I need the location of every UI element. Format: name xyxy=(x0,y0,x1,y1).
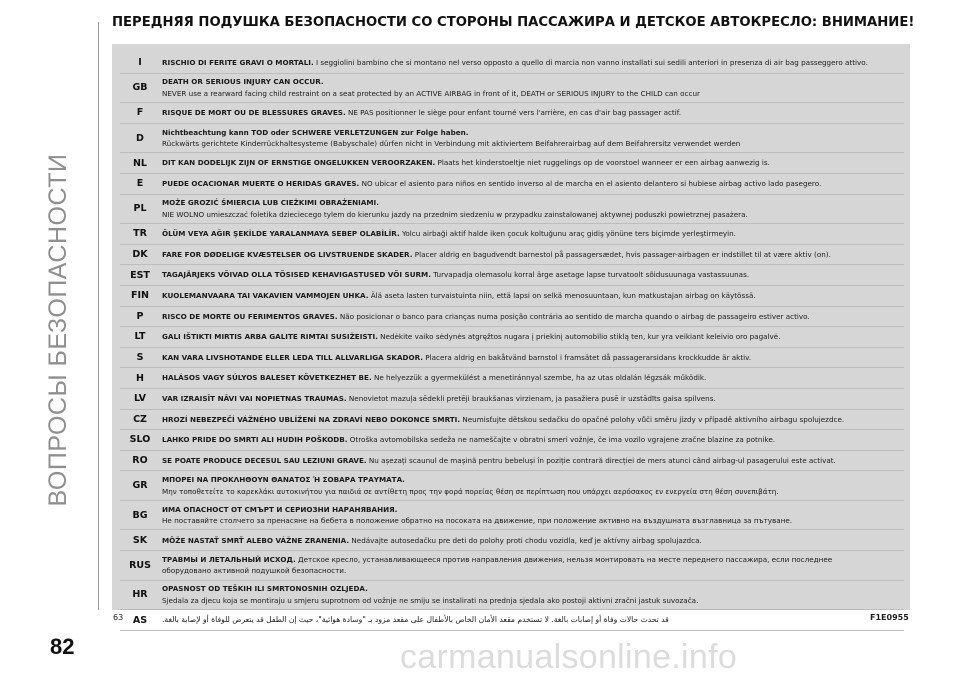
warning-body: NE PAS positionner le siège pour enfant tourné vers l'arrière, en cas d'air bag passager actif. xyxy=(345,108,682,118)
warning-lead: MÔŽE NASTAŤ SMRŤ ALEBO VÁŽNE ZRANENIA. xyxy=(162,535,350,545)
warning-text xyxy=(160,249,904,261)
warning-lead: OPASNOST OD TEŠKIH ILI SMRTONOSNIH OZLJEDA. xyxy=(162,584,368,594)
warning-line xyxy=(162,486,904,498)
page-number: 82 xyxy=(50,634,75,659)
language-code: LV xyxy=(133,393,147,405)
warning-line xyxy=(162,157,904,169)
warning-line xyxy=(162,372,904,384)
language-code: CZ xyxy=(133,413,147,425)
warning-lead: FARE FOR DØDELIGE KVÆSTELSER OG LIVSTRUENDE SKADER. xyxy=(162,249,413,259)
warning-row xyxy=(120,610,904,631)
warning-row xyxy=(120,327,904,348)
warning-body: Yolcu airbaği aktif halde iken çocuk koltuğunu araç gidiş yönüne ters biçimde yerleştirmeyin. xyxy=(399,229,736,239)
warning-row xyxy=(120,368,904,389)
warning-text xyxy=(160,76,904,99)
warning-row xyxy=(120,74,904,104)
warning-text xyxy=(160,311,904,323)
warning-body: Не поставяйте столчето за пренасяне на бебета в положение обратно на посоката на движение, при положение активно на въздушната възглавница за пътуване. xyxy=(162,516,793,526)
warning-body: Nenovietot mazuļa sēdekli pretēji braukšanas virzienam, ja pasažiera pusē ir uzstādīts gaisa spilvens. xyxy=(346,393,716,403)
language-code: FIN xyxy=(131,290,149,302)
warning-line xyxy=(162,127,904,139)
warning-body: قد تحدث حالات وفاة أو إصابات بالغة. لا تستخدم مقعد الأمان الخاص بالأطفال على مقعد مزود بـ "وسادة هوائية"، حيث إن الطفل قد يتعرض للوفاة أو لإصابة بالغة. xyxy=(162,615,669,625)
sidebar-divider xyxy=(98,22,99,610)
warning-row xyxy=(120,501,904,531)
warning-body: Placera aldrig en bakåtvänd barnstol i framsätet då passagerarsidans krockkudde är aktiv. xyxy=(423,352,752,362)
warning-body: Nedávajte autosedačku pre deti do polohy proti chodu vozidla, keď je aktívny airbag spolujazdca. xyxy=(349,535,702,545)
warning-lead: TAGAJÄRJEKS VÕIVAD OLLA TÕSISED KEHAVIGASTUSED VÕI SURM. xyxy=(162,270,431,280)
warning-lead: DEATH OR SERIOUS INJURY CAN OCCUR. xyxy=(162,77,324,87)
warning-line xyxy=(162,614,904,626)
warning-row xyxy=(120,224,904,245)
page-title: ПЕРЕДНЯЯ ПОДУШКА БЕЗОПАСНОСТИ СО СТОРОНЫ ПАССАЖИРА И ДЕТСКОЕ АВТОКРЕСЛО: ВНИМАНИЕ! xyxy=(112,15,915,30)
warning-row xyxy=(120,103,904,124)
warning-lead: LAHKO PRIDE DO SMRTI ALI HUDIH POŠKODB. xyxy=(162,435,348,445)
warning-body: Não posicionar o banco para crianças numa posição contrária ao sentido de marcha quando o airbag de passageiro estiver activo. xyxy=(337,311,810,321)
warning-row xyxy=(120,265,904,286)
warning-text xyxy=(160,414,904,426)
warning-text xyxy=(160,178,904,190)
language-code: HR xyxy=(132,589,148,601)
warning-body: Ne helyezzük a gyermekülést a menetiránnyal szembe, ha az utas oldalán légzsák működik. xyxy=(371,373,707,383)
language-code: D xyxy=(136,132,144,144)
warning-lead: ТРАВМЫ И ЛЕТАЛЬНЫЙ ИСХОД. xyxy=(162,554,296,564)
warning-text xyxy=(160,535,904,547)
warning-row xyxy=(120,53,904,74)
warning-lead: KAN VARA LIVSHOTANDE ELLER LEDA TILL ALLVARLIGA SKADOR. xyxy=(162,352,423,362)
language-code: NL xyxy=(132,157,147,169)
warning-line xyxy=(162,515,904,527)
warning-body: Rückwärts gerichtete Kinderrückhaltesysteme (Babyschale) dürfen nicht in Verbindung mit aktiviertem Beifahrerairbag auf dem Beifahrersitz verwendet werden xyxy=(162,139,741,149)
language-code: TR xyxy=(133,228,147,240)
warning-row xyxy=(120,451,904,472)
language-code: GB xyxy=(132,82,148,94)
warning-line xyxy=(162,414,904,426)
warning-line xyxy=(162,554,904,566)
warning-text xyxy=(160,554,904,577)
warning-table xyxy=(120,53,904,631)
warning-text xyxy=(160,352,904,364)
warning-text xyxy=(160,393,904,405)
warning-body: оборудовано активной подушкой безопасности. xyxy=(162,566,347,576)
warning-lead: RISQUE DE MORT OU DE BLESSURES GRAVES. xyxy=(162,108,346,118)
warning-line xyxy=(162,455,904,467)
warning-line xyxy=(162,197,904,209)
warning-text xyxy=(160,434,904,446)
warning-lead: HALÁSOS VAGY SÚLYOS BALESET KÖVETKEZHET BE. xyxy=(162,373,372,383)
language-code: RUS xyxy=(129,559,151,571)
warning-row xyxy=(120,307,904,328)
warning-text xyxy=(160,269,904,281)
warning-text xyxy=(160,583,904,606)
warning-body: I seggiolini bambino che si montano nel verso opposto a quello di marcia non vanno installati sui sedili anteriori in presenza di air bag passeggero attivo. xyxy=(313,58,868,68)
warning-text xyxy=(160,127,904,150)
sidebar-section-title: ВОПРОСЫ БЕЗОПАСНОСТИ xyxy=(44,153,72,507)
warning-body: Neumisťujte dětskou sedačku do opačné polohy vůči směru jízdy v případě aktivního airbagu spolujezdce. xyxy=(460,414,845,424)
warning-lead: RISCO DE MORTE OU FERIMENTOS GRAVES. xyxy=(162,311,338,321)
warning-lead: Nichtbeachtung kann TOD oder SCHWERE VERLETZUNGEN zur Folge haben. xyxy=(162,127,469,137)
language-code: DK xyxy=(132,249,148,261)
warning-line xyxy=(162,88,904,100)
language-code: RO xyxy=(132,454,148,466)
warning-body: Nu așezați scaunul de mașină pentru bebeluși în poziție contrară direcției de mers atunci când airbag-ul pasagerului este activat. xyxy=(366,455,836,465)
warning-line xyxy=(162,209,904,221)
language-code: AS xyxy=(132,614,148,626)
warning-lead: RISCHIO DI FERITE GRAVI O MORTALI. xyxy=(162,58,314,68)
warning-line xyxy=(162,331,904,343)
language-code: SK xyxy=(132,534,148,546)
warning-text xyxy=(160,455,904,467)
warning-text xyxy=(160,290,904,302)
warning-line xyxy=(162,535,904,547)
warning-line xyxy=(162,57,904,69)
warning-text xyxy=(160,228,904,240)
warning-line xyxy=(162,595,904,607)
warning-row xyxy=(120,286,904,307)
warning-row xyxy=(120,410,904,431)
warning-lead: HROZÍ NEBEZPEČÍ VÁŽNÉHO UBLÍŽENÍ NA ZDRAVÍ NEBO DOKONCE SMRTI. xyxy=(162,414,461,424)
warning-row xyxy=(120,348,904,369)
warning-text xyxy=(160,372,904,384)
warning-lead: KUOLEMANVAARA TAI VAKAVIEN VAMMOJEN UHKA. xyxy=(162,290,369,300)
warning-body: Älä aseta lasten turvaistuinta niin, että lapsi on selkä menosuuntaan, kun matkustajan airbag on käytössä. xyxy=(368,290,756,300)
warning-line xyxy=(162,249,904,261)
warning-line xyxy=(162,504,904,516)
warning-text xyxy=(160,197,904,220)
warning-text xyxy=(160,614,904,626)
warning-line xyxy=(162,434,904,446)
warning-body: NEVER use a rearward facing child restraint on a seat protected by an ACTIVE AIRBAG in front of it, DEATH or SERIOUS INJURY to the CHILD can occur xyxy=(162,88,700,98)
warning-text xyxy=(160,504,904,527)
warning-body: Детское кресло, устанавливающееся против направления движения, нельзя монтировать на месте переднего пассажира, если последнее xyxy=(295,554,833,564)
warning-line xyxy=(162,565,904,577)
warning-body: NIE WOLNO umieszczać foletika dzieciecego tylem do kierunku jazdy na przednim siedzeniu w przypadku zainstalowanej aktywnej poduszki powietrznej pasażera. xyxy=(162,209,748,219)
site-watermark: carmanualsonline.info xyxy=(400,638,738,676)
language-code: LT xyxy=(134,331,146,343)
language-code: F xyxy=(136,107,144,119)
warning-line xyxy=(162,352,904,364)
warning-row xyxy=(120,245,904,266)
language-code: EST xyxy=(130,269,150,281)
warning-line xyxy=(162,290,904,302)
warning-row xyxy=(120,551,904,581)
warning-row xyxy=(120,471,904,501)
warning-body: Nedėkite vaiko sėdynės atgręžtos nugara į priekinį automobilio stiklą ten, kur yra veikiant keleivio oro pagalvė. xyxy=(377,332,781,342)
warning-body: Μην τοποθετείτε το καρεκλάκι αυτοκινήτου για παιδιά σε αντίθετη προς την φορά πορείας θέση σε περίπτωση που υπάρχει αερόσακος εν ενεργεία στη θέση συνεπιβάτη. xyxy=(162,486,779,496)
warning-text xyxy=(160,57,904,69)
warning-text xyxy=(160,157,904,169)
language-code: E xyxy=(136,178,144,190)
warning-body: Plaats het kinderstoeltje niet ruggelings op de voorstoel wanneer er een airbag aanwezig is. xyxy=(435,158,770,168)
language-code: I xyxy=(138,57,142,69)
warning-lead: ИМА ОПАСНОСТ ОТ СМЪРТ И СЕРИОЗНИ НАРАНЯВАНИЯ. xyxy=(162,504,398,514)
warning-body: Otroška avtomobilska sedeža ne nameščajte v obratni smeri vožnje, če ima vozilo vgrajene zračne blazine za potnike. xyxy=(347,435,776,445)
warning-body: NO ubicar el asiento para niños en sentido inverso al de marcha en el asiento delantero si hubiese airbag activo lado pasegero. xyxy=(359,179,822,189)
language-code: P xyxy=(136,310,144,322)
figure-number: 63 xyxy=(113,613,124,622)
warning-row xyxy=(120,581,904,611)
warning-line xyxy=(162,107,904,119)
warning-row xyxy=(120,389,904,410)
warning-lead: ΜΠΟΡΕΙ ΝΑ ΠΡΟΚΛΗΘΟΥΝ ΘΑΝΑΤΟΣ Ή ΣΟΒΑΡΑ ΤΡΑΥΜΑΤΑ. xyxy=(162,475,405,485)
language-code: SLO xyxy=(129,434,151,446)
warning-row xyxy=(120,195,904,225)
warning-lead: DIT KAN DODELIJK ZIJN OF ERNSTIGE ONGELUKKEN VEROORZAKEN. xyxy=(162,158,436,168)
warning-body: Turvapadja olemasolu korral ärge asetage lapse turvatoolt sõidusuunaga vastassuunas. xyxy=(430,270,750,280)
warning-text xyxy=(160,107,904,119)
figure-code: F1E0955 xyxy=(870,613,909,622)
language-code: H xyxy=(136,372,144,384)
warning-line xyxy=(162,311,904,323)
language-code: S xyxy=(136,352,144,364)
language-code: PL xyxy=(133,203,147,215)
language-code: GR xyxy=(132,480,148,492)
warning-line xyxy=(162,138,904,150)
warning-lead: GALI IŠTIKTI MIRTIS ARBA GALITE RIMTAI SUSIŽEISTI. xyxy=(162,332,378,342)
warning-line xyxy=(162,178,904,190)
warning-lead: MOŻE GROZIĆ ŚMIERCIA LUB CIEŻKIMI OBRAŻENIAMI. xyxy=(162,198,379,208)
warning-line xyxy=(162,76,904,88)
warning-text xyxy=(160,474,904,497)
warning-body: Placer aldrig en bagudvendt barnestol på passagersædet, hvis passager-airbagen er indstillet til at være aktiv (on). xyxy=(412,249,831,259)
warning-row xyxy=(120,124,904,154)
warning-lead: PUEDE OCACIONAR MUERTE O HERIDAS GRAVES. xyxy=(162,179,360,189)
warning-row xyxy=(120,174,904,195)
warning-line xyxy=(162,269,904,281)
warning-text xyxy=(160,331,904,343)
warning-line xyxy=(162,474,904,486)
warning-body: Sjedala za djecu koja se montiraju u smjeru suprotnom od vožnje ne smiju se instalirati na prednja sjedala ako postoji aktivni zračni jastuk suvozača. xyxy=(162,595,699,605)
warning-line xyxy=(162,583,904,595)
warning-row xyxy=(120,153,904,174)
warning-lead: SE POATE PRODUCE DECESUL SAU LEZIUNI GRAVE. xyxy=(162,455,367,465)
warning-line xyxy=(162,393,904,405)
language-code: BG xyxy=(132,509,148,521)
warning-lead: ÖLÜM VEYA AĞIR ŞEKİLDE YARALANMAYA SEBEP OLABİLİR. xyxy=(162,229,400,239)
warning-row xyxy=(120,430,904,451)
warning-line xyxy=(162,228,904,240)
warning-lead: VAR IZRAISĪT NĀVI VAI NOPIETNAS TRAUMAS. xyxy=(162,393,347,403)
warning-row xyxy=(120,530,904,551)
